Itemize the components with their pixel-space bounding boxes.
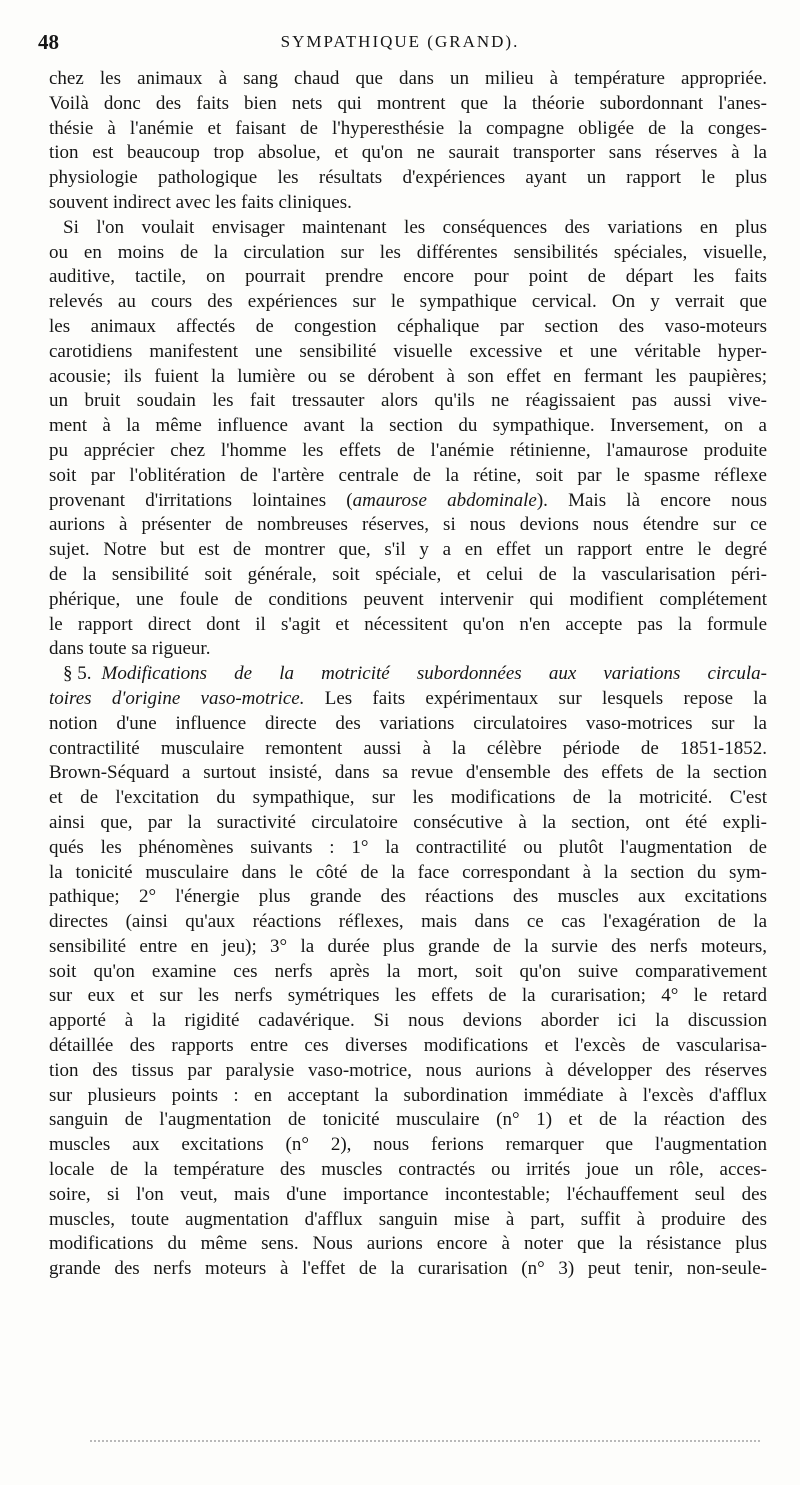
page-number: 48 [38, 30, 59, 54]
text-line: sur plusieurs points : en acceptant la subordination immédiate à l'excès d'afflux [49, 1084, 767, 1106]
text-line: dans toute sa rigueur. [49, 638, 211, 660]
section-title: Modifications de la motricité subordonnées aux variations circula- [101, 663, 767, 685]
text-line: thésie à l'anémie et faisant de l'hyperesthésie la compagne obligée de la conges- [49, 117, 767, 139]
italic-term: amaurose abdominale [352, 489, 537, 511]
text-line: ainsi que, par la suractivité circulatoire consécutive à la section, ont été expli- [49, 811, 767, 833]
text-line: sur eux et sur les nerfs symétriques les effets de la curarisation; 4° le retard [49, 985, 767, 1007]
text-line: locale de la température des muscles contractés ou irrités joue un rôle, acces- [49, 1159, 767, 1181]
text-line: auditive, tactile, on pourrait prendre encore pour point de départ les faits [49, 266, 767, 288]
text-line: Brown-Séquard a surtout insisté, dans sa revue d'ensemble des effets de la section [49, 762, 767, 784]
text-span: Les faits expérimentaux sur lesquels repose la [304, 687, 767, 709]
text-line: et de l'excitation du sympathique, sur les modifications de la motricité. C'est [49, 787, 767, 809]
text-line-with-italic [49, 489, 767, 514]
text-line: sujet. Notre but est de montrer que, s'il y a en effet un rapport entre le degré [49, 539, 767, 561]
text-line: ou en moins de la circulation sur les différentes sensibilités spéciales, visuelle, [49, 241, 767, 263]
footer-divider [90, 1440, 760, 1442]
text-line: Voilà donc des faits bien nets qui montrent que la théorie subordonnant l'anes- [49, 92, 767, 114]
text-line: détaillée des rapports entre ces diverses modifications et l'excès de vascularisa- [49, 1035, 767, 1057]
text-line: contractilité musculaire remontent aussi à la célèbre période de 1851-1852. [49, 737, 767, 759]
text-line: la tonicité musculaire dans le côté de la face correspondant à la section du sym- [49, 861, 767, 883]
text-line: physiologie pathologique les résultats d'expériences ayant un rapport le plus [49, 167, 767, 189]
text-line: relevés au cours des expériences sur le sympathique cervical. On y verrait que [49, 291, 767, 313]
text-line: sensibilité entre en jeu); 3° la durée plus grande de la survie des nerfs moteurs, [49, 935, 767, 957]
text-line: tion des tissus par paralysie vaso-motrice, nous aurions à développer des réserves [49, 1059, 767, 1081]
text-line: souvent indirect avec les faits cliniques. [49, 191, 352, 213]
text-line: acousie; ils fuient la lumière ou se dérobent à son effet en fermant les paupières; [49, 365, 767, 387]
text-line: soit par l'oblitération de l'artère centrale de la rétine, soit par le spasme réflexe [49, 464, 767, 486]
text-line: un bruit soudain les fait tressauter alors qu'ils ne réagissaient pas aussi vive- [49, 390, 767, 412]
text-line: sanguin de l'augmentation de tonicité musculaire (n° 1) et de la réaction des [49, 1109, 767, 1131]
text-line: chez les animaux à sang chaud que dans un milieu à température appropriée. [49, 68, 767, 89]
text-line: carotidiens manifestent une sensibilité visuelle excessive et une véritable hyper- [49, 340, 767, 362]
text-line: pathique; 2° l'énergie plus grande des réactions des muscles aux excitations [49, 886, 767, 908]
text-span: provenant d'irritations lointaines ( [49, 489, 353, 511]
text-span: ). Mais là encore nous [536, 489, 767, 511]
text-line: tion est beaucoup trop absolue, et qu'on ne saurait transporter sans réserves à la [49, 142, 767, 164]
running-head: SYMPATHIQUE (GRAND). [280, 32, 520, 51]
text-line: phérique, une foule de conditions peuvent intervenir qui modifient complétement [49, 588, 767, 610]
section-title-continued: toires d'origine vaso-motrice. [49, 687, 305, 709]
text-line: les animaux affectés de congestion céphalique par section des vaso-moteurs [49, 315, 767, 337]
text-line: ment à la même influence avant la section du sympathique. Inversement, on a [49, 415, 767, 437]
text-line: pu apprécier chez l'homme les effets de l'anémie rétinienne, l'amaurose produite [49, 439, 767, 461]
text-line: aurions à présenter de nombreuses réserves, si nous devions nous étendre sur ce [49, 514, 767, 536]
text-line: directes (ainsi qu'aux réactions réflexes, mais dans ce cas l'exagération de la [49, 911, 767, 933]
text-line: grande des nerfs moteurs à l'effet de la curarisation (n° 3) peut tenir, non-seule- [49, 1258, 767, 1280]
text-line: Si l'on voulait envisager maintenant les conséquences des variations en plus [63, 216, 767, 238]
page-body [49, 67, 767, 1282]
text-line: le rapport direct dont il s'agit et nécessitent qu'on n'en accepte pas la formule [49, 613, 767, 635]
text-line: notion d'une influence directe des variations circulatoires vaso-motrices sur la [49, 712, 767, 734]
text-line: apporté à la rigidité cadavérique. Si nous devions aborder ici la discussion [49, 1010, 767, 1032]
text-line: modifications du même sens. Nous aurions encore à noter que la résistance plus [49, 1233, 767, 1255]
section-heading-line [49, 662, 767, 687]
text-line: soire, si l'on veut, mais d'une importance incontestable; l'échauffement seul des [49, 1183, 767, 1205]
text-line: de la sensibilité soit générale, soit spéciale, et celui de la vascularisation péri- [49, 563, 767, 585]
section-number: § 5. [63, 663, 92, 685]
text-line: qués les phénomènes suivants : 1° la contractilité ou plutôt l'augmentation de [49, 836, 767, 858]
text-line: soit qu'on examine ces nerfs après la mort, soit qu'on suive comparativement [49, 960, 767, 982]
page-header [38, 30, 762, 56]
text-line: muscles, toute augmentation d'afflux sanguin mise à part, suffit à produire des [49, 1208, 767, 1230]
text-line: muscles aux excitations (n° 2), nous ferions remarquer que l'augmentation [49, 1134, 767, 1156]
section-heading-line [49, 687, 767, 712]
